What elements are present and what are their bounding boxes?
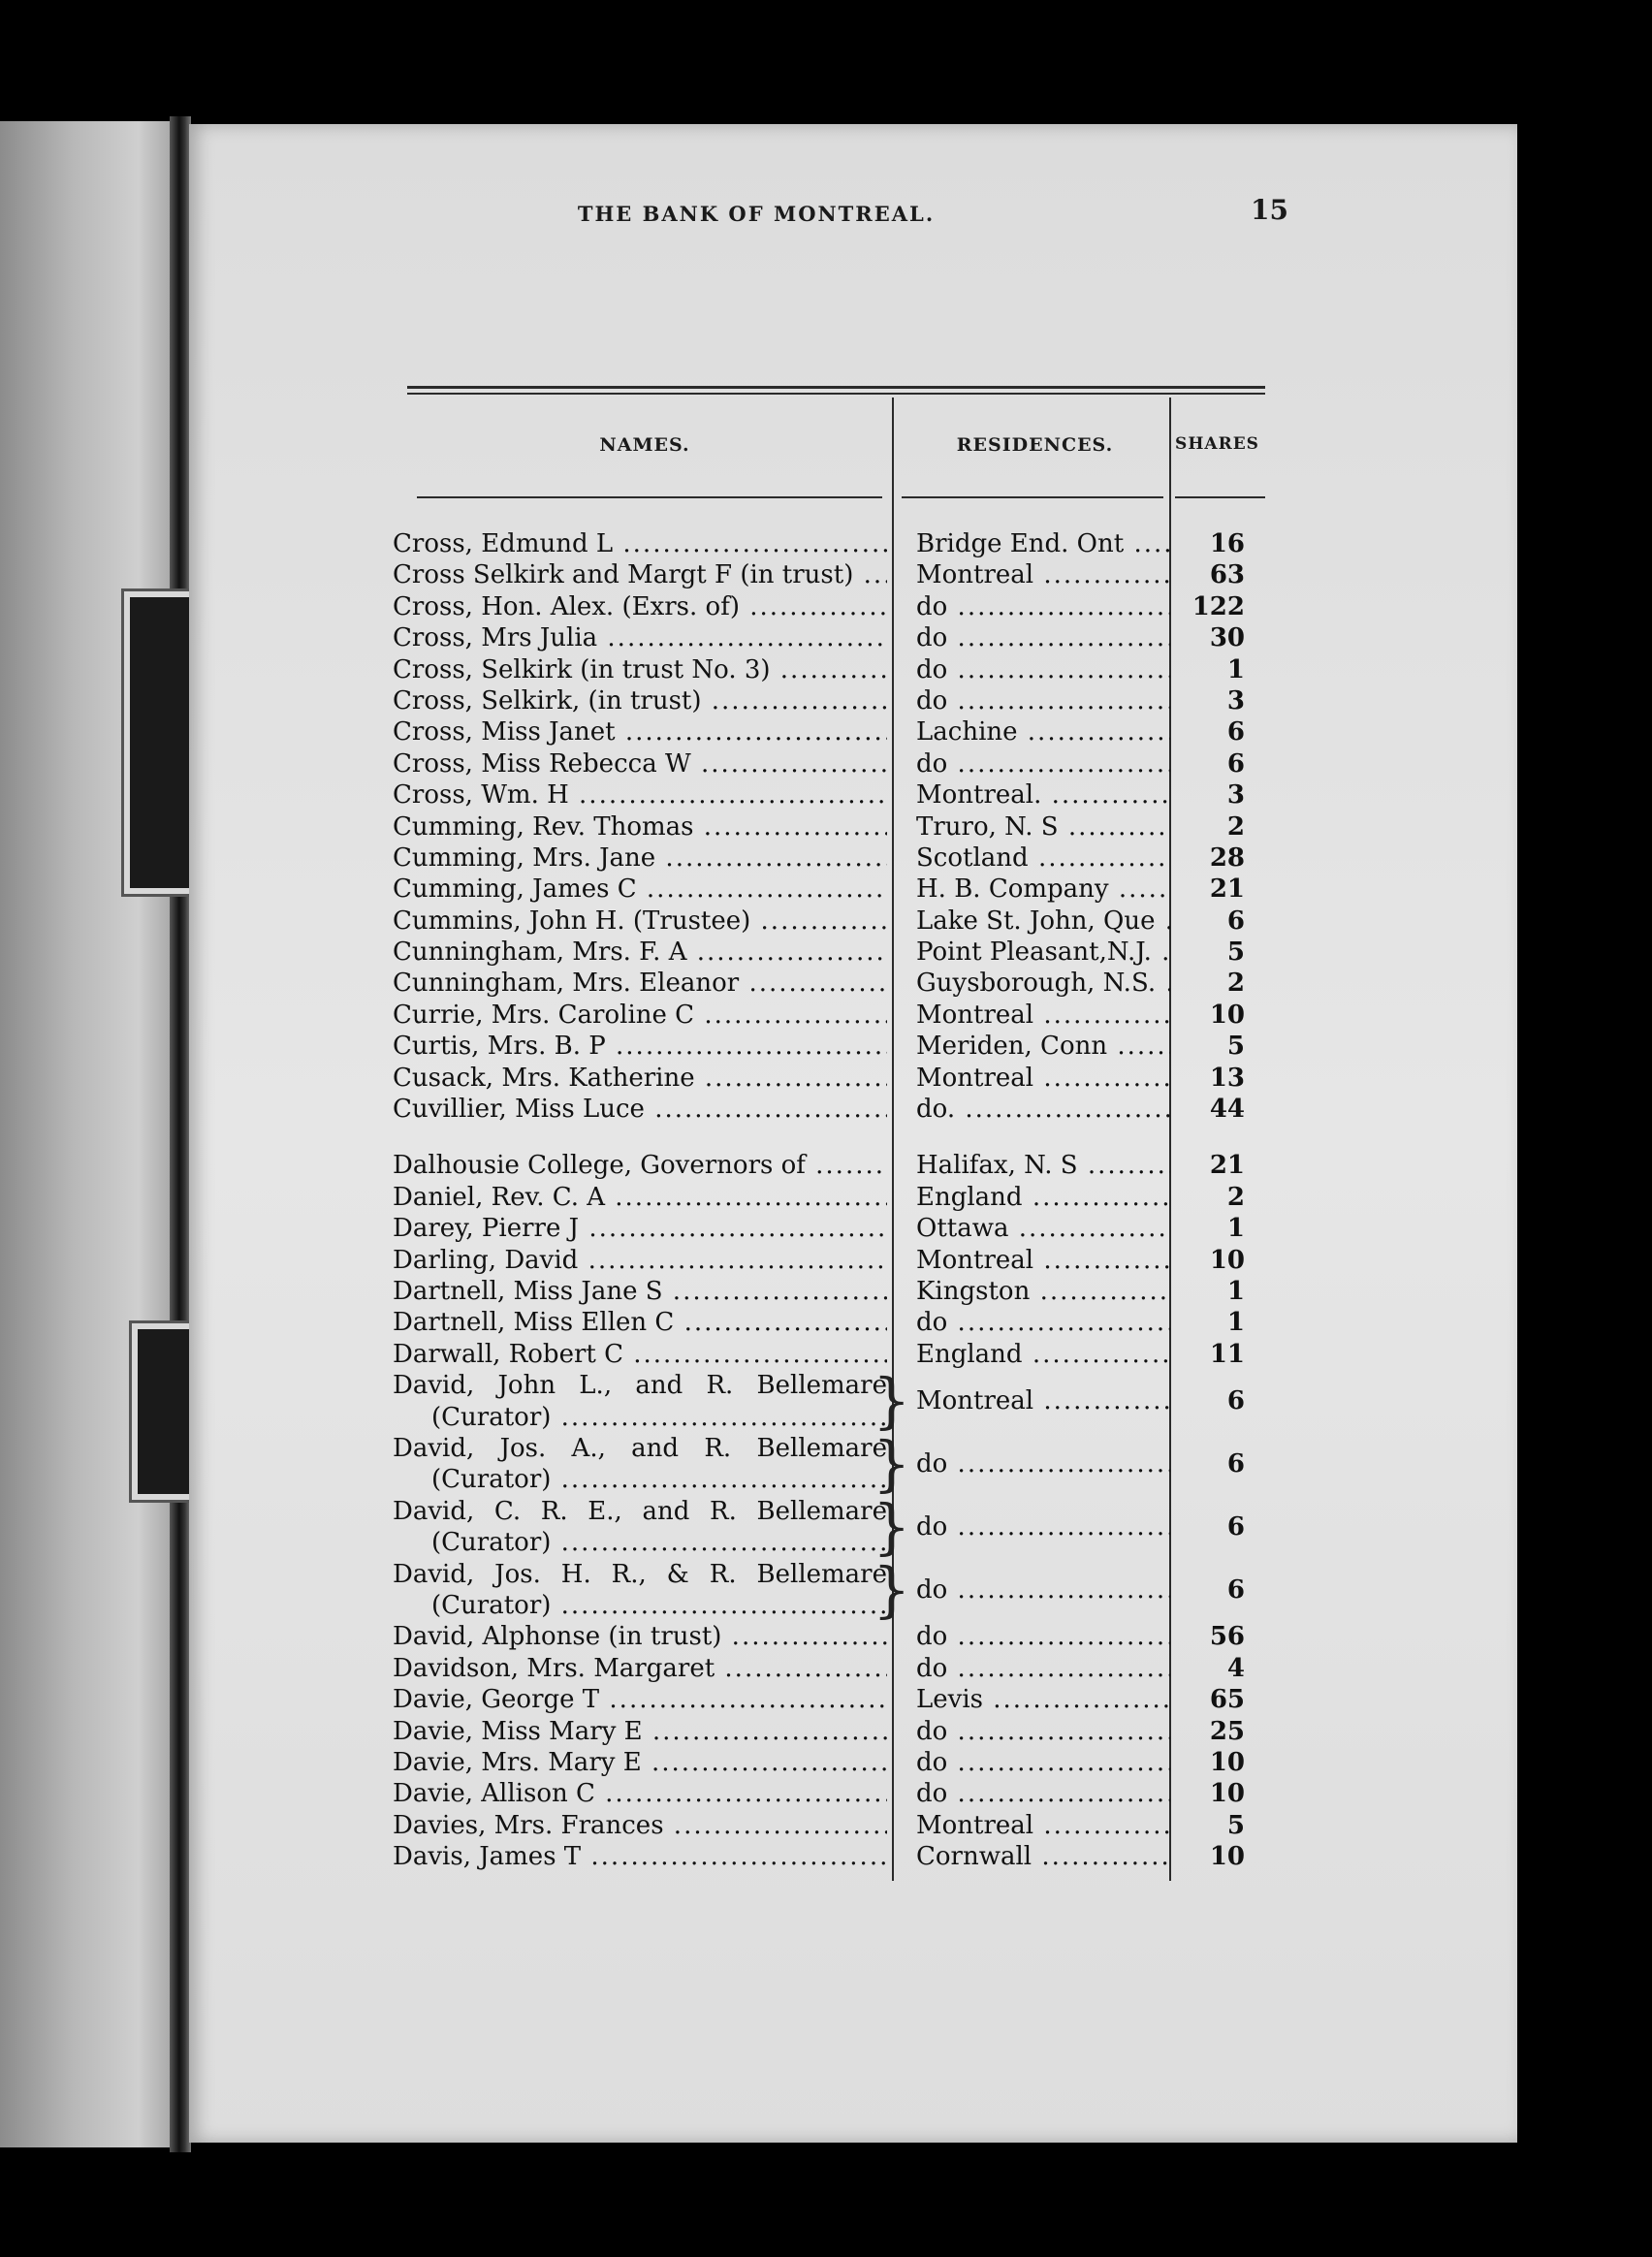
table-row [393,528,1260,559]
share-count: 5 [1226,938,1245,968]
shareholder-name: Cross, Hon. Alex. (Exrs. of) ..... [393,591,887,622]
shareholder-name: Cumming, Rev. Thomas ..... [393,811,887,842]
brace-mark: } [873,1427,911,1499]
residence: Montreal ..... [916,1063,1170,1094]
shareholder-name: Cusack, Mrs. Katherine ..... [393,1063,887,1094]
residence: Truro, N. S ..... [916,811,1170,842]
table-row [393,1182,1260,1213]
shareholder-list [393,528,1260,1872]
shareholder-name: Davie, Mrs. Mary E ..... [393,1747,887,1778]
table-row [393,779,1260,811]
shareholder-name: Davie, Miss Mary E ..... [393,1716,887,1747]
share-count: 25 [1209,1716,1245,1746]
table-row [393,1747,1260,1778]
share-count: 6 [1226,1511,1245,1542]
table-row [393,1810,1260,1841]
page-number: 15 [1251,194,1288,226]
residence: Point Pleasant,N.J. ..... [916,937,1170,968]
shareholder-name: Currie, Mrs. Caroline C ..... [393,1000,887,1031]
column-header-residences: RESIDENCES. [956,434,1114,456]
table-row [393,1841,1260,1872]
table-row [393,1063,1260,1094]
share-count: 4 [1226,1653,1245,1683]
share-count: 5 [1226,1810,1245,1840]
residence: Montreal ..... [916,1245,1170,1276]
shareholder-name-line1: David, John L., and R. Bellemare [393,1371,887,1401]
residence: Cornwall ..... [916,1841,1170,1872]
brace-mark: } [873,1553,911,1625]
shareholder-name: Davie, Allison C ..... [393,1778,887,1809]
share-count: 6 [1226,1574,1245,1605]
share-count: 2 [1226,811,1245,842]
shares-header-underline [1175,496,1265,498]
share-count: 6 [1226,906,1245,936]
residence: do ..... [916,1653,1170,1684]
names-header-underline [417,496,882,498]
share-count: 2 [1226,969,1245,999]
share-count: 3 [1226,780,1245,811]
residence: Ottawa ..... [916,1213,1170,1244]
shareholder-name: Cross, Edmund L ..... [393,528,887,559]
table-row [393,842,1260,874]
share-count: 63 [1209,560,1245,590]
shareholder-name: Darling, David ..... [393,1245,887,1276]
residence: England ..... [916,1182,1170,1213]
residence: Kingston ..... [916,1276,1170,1307]
residence: do ..... [916,1747,1170,1778]
residence: Scotland ..... [916,842,1170,874]
residence: Montreal ..... [916,1810,1170,1841]
share-count: 1 [1226,654,1245,684]
header-rule-bottom [407,393,1265,395]
shareholder-name: Cross, Miss Janet ..... [393,716,887,747]
residences-header-underline [902,496,1163,498]
share-count: 6 [1226,748,1245,779]
table-row [393,906,1260,937]
share-count: 21 [1209,1151,1245,1181]
shareholder-name-line2: (Curator) ..... [431,1464,887,1495]
shareholder-name: Cross, Wm. H ..... [393,779,887,811]
residence: Guysborough, N.S. ..... [916,968,1170,999]
residence: Montreal ..... [916,1385,1170,1416]
share-count: 10 [1209,1747,1245,1777]
table-row [393,748,1260,779]
share-count: 30 [1209,623,1245,653]
share-count: 10 [1209,1779,1245,1809]
residence: Levis ..... [916,1684,1170,1715]
residence: do ..... [916,1307,1170,1338]
share-count: 6 [1226,717,1245,747]
shareholder-group-david-curator [393,1365,1260,1625]
table-row [393,1427,1260,1499]
residence: do ..... [916,1716,1170,1747]
residence: do ..... [916,622,1170,653]
residence: Meriden, Conn ..... [916,1031,1170,1062]
share-count: 10 [1209,1245,1245,1275]
residence: H. B. Company ..... [916,874,1170,905]
shareholder-name: Cumming, James C ..... [393,874,887,905]
table-row [393,1365,1260,1437]
shareholder-name: Cuvillier, Miss Luce ..... [393,1094,887,1125]
table-row [393,591,1260,622]
table-row [393,622,1260,653]
column-header-names: NAMES. [599,434,690,456]
section-gap [393,1125,1260,1150]
shareholder-name: Cunningham, Mrs. F. A ..... [393,937,887,968]
table-row [393,1150,1260,1181]
shareholder-name: Dartnell, Miss Ellen C ..... [393,1307,887,1338]
shareholder-name: Dalhousie College, Governors of ..... [393,1150,887,1181]
table-row [393,654,1260,685]
shareholder-name-line1: David, Jos. A., and R. Bellemare [393,1433,887,1463]
share-count: 44 [1209,1095,1245,1125]
book-gutter [170,116,191,2152]
table-row [393,1621,1260,1652]
shareholder-name: Cross, Selkirk (in trust No. 3) ..... [393,654,887,685]
share-count: 6 [1226,1386,1245,1416]
shareholder-name: Davie, George T ..... [393,1684,887,1715]
table-row [393,968,1260,999]
shareholder-name: Davies, Mrs. Frances ..... [393,1810,887,1841]
share-count: 16 [1209,529,1245,558]
table-row [393,1716,1260,1747]
residence: Montreal ..... [916,1000,1170,1031]
table-row [393,1031,1260,1062]
share-count: 10 [1209,1842,1245,1872]
shareholder-name: Cumming, Mrs. Jane ..... [393,842,887,874]
shareholder-name: Cross, Mrs Julia ..... [393,622,887,653]
shareholder-name: Dartnell, Miss Jane S ..... [393,1276,887,1307]
share-count: 1 [1226,1308,1245,1338]
table-row [393,1000,1260,1031]
share-count: 11 [1209,1339,1245,1369]
residence: do ..... [916,1574,1170,1605]
residence: do ..... [916,654,1170,685]
shareholder-name: David, Alphonse (in trust) ..... [393,1621,887,1652]
share-count: 1 [1226,1214,1245,1244]
table-row [393,1684,1260,1715]
share-count: 5 [1226,1032,1245,1062]
shareholder-name: Cross, Miss Rebecca W ..... [393,748,887,779]
shareholder-name-line1: David, Jos. H. R., & R. Bellemare [393,1559,887,1589]
residence: do ..... [916,748,1170,779]
shareholder-name-line1: David, C. R. E., and R. Bellemare [393,1496,887,1526]
table-row [393,1094,1260,1125]
residence: Lachine ..... [916,716,1170,747]
share-count: 1 [1226,1276,1245,1306]
residence: do ..... [916,1448,1170,1479]
table-row [393,685,1260,716]
residence: England ..... [916,1339,1170,1370]
residence: Lake St. John, Que ..... [916,906,1170,937]
table-row [393,1490,1260,1562]
facing-page-edge [0,121,184,2147]
share-count: 21 [1209,874,1245,905]
table-row [393,937,1260,968]
table-row [393,1778,1260,1809]
shareholder-name: Darwall, Robert C ..... [393,1339,887,1370]
shareholder-name-line2: (Curator) ..... [431,1527,887,1558]
shareholder-name: Cummins, John H. (Trustee) ..... [393,906,887,937]
shareholder-group-d-continued [393,1621,1260,1872]
shareholder-name: Cunningham, Mrs. Eleanor ..... [393,968,887,999]
share-count: 56 [1209,1622,1245,1652]
table-row [393,716,1260,747]
share-count: 65 [1209,1685,1245,1715]
residence: do ..... [916,685,1170,716]
column-header-shares: SHARES [1175,434,1259,454]
shareholder-name-line2: (Curator) ..... [431,1590,887,1621]
shareholder-name: Davis, James T ..... [393,1841,887,1872]
share-count: 122 [1191,591,1245,621]
share-count: 3 [1226,685,1245,715]
table-row [393,1553,1260,1625]
residence: do ..... [916,591,1170,622]
residence: Montreal. ..... [916,779,1170,811]
table-row [393,811,1260,842]
header-rule-top [407,386,1265,389]
table-row [393,1276,1260,1307]
shareholder-name: Davidson, Mrs. Margaret ..... [393,1653,887,1684]
brace-mark: } [873,1490,911,1562]
residence: do ..... [916,1778,1170,1809]
shareholder-name: Darey, Pierre J ..... [393,1213,887,1244]
share-count: 13 [1209,1063,1245,1093]
table-row [393,1653,1260,1684]
share-count: 10 [1209,1000,1245,1030]
residence: Montreal ..... [916,559,1170,590]
shareholder-name-line2: (Curator) ..... [431,1402,887,1433]
table-row [393,1245,1260,1276]
share-count: 28 [1209,842,1245,873]
table-row [393,559,1260,590]
residence: Halifax, N. S ..... [916,1150,1170,1181]
residence: Bridge End. Ont ..... [916,528,1170,559]
residence: do. ..... [916,1094,1170,1125]
share-count: 2 [1226,1182,1245,1212]
table-row [393,874,1260,905]
table-row [393,1213,1260,1244]
shareholder-name: Curtis, Mrs. B. P ..... [393,1031,887,1062]
residence: do ..... [916,1621,1170,1652]
running-title: THE BANK OF MONTREAL. [577,202,936,226]
shareholder-name: Daniel, Rev. C. A ..... [393,1182,887,1213]
shareholder-name: Cross Selkirk and Margt F (in trust) ..... [393,559,887,590]
residence: do ..... [916,1511,1170,1542]
shareholder-group-c [393,528,1260,1125]
brace-mark: } [873,1365,911,1437]
shareholder-group-d [393,1150,1260,1370]
table-row [393,1307,1260,1338]
table-row [393,1339,1260,1370]
share-count: 6 [1226,1448,1245,1478]
shareholder-name: Cross, Selkirk, (in trust) ..... [393,685,887,716]
